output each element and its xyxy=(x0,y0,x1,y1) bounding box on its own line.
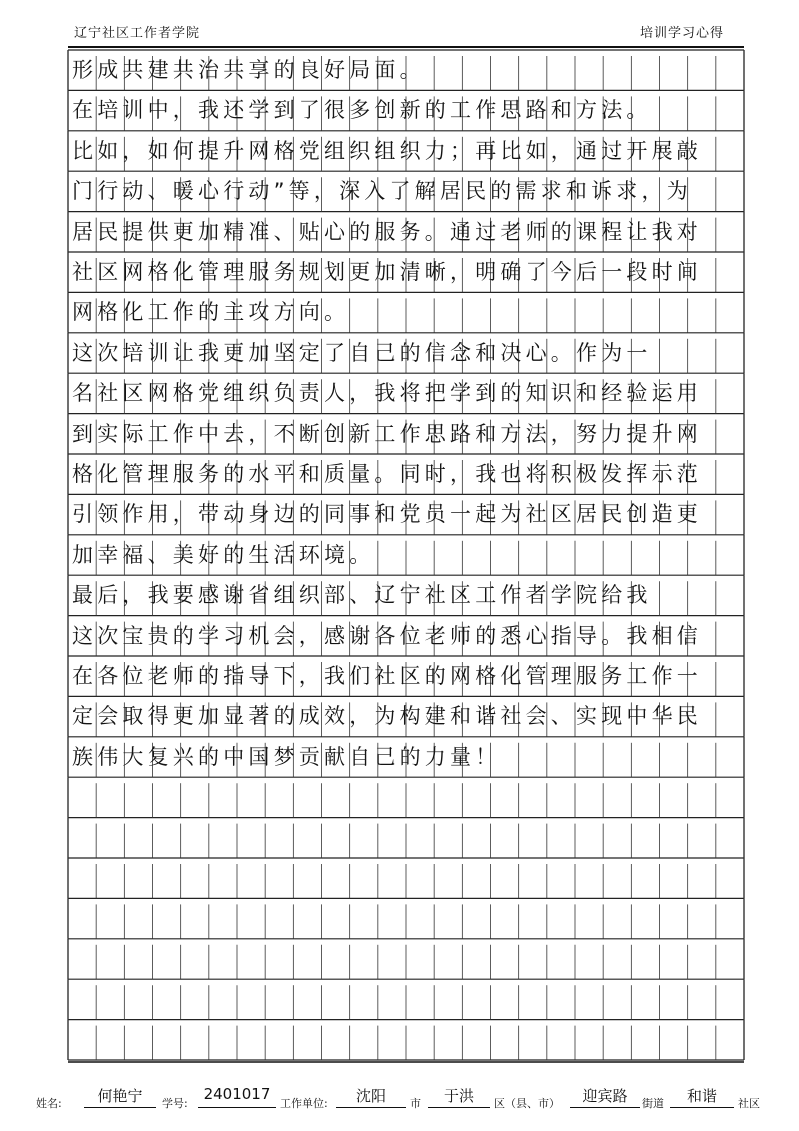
street-label: 街道 xyxy=(642,1097,664,1110)
essay-line: 这次宝贵的学习机会，感谢各位老师的悉心指导。我相信 xyxy=(72,623,702,648)
institution-header: 辽宁社区工作者学院 xyxy=(74,26,201,41)
essay-line xyxy=(72,777,742,817)
essay-line: 格化管理服务的水平和质量。同时，我也将积极发挥示范 xyxy=(72,462,702,486)
essay-line xyxy=(72,858,742,898)
footer-form xyxy=(36,1087,776,1117)
student-id-value: 2401017 xyxy=(198,1085,276,1108)
city-label: 市 xyxy=(410,1097,421,1110)
essay-line: 比如，如何提升网格党组织组织力；再比如，通过开展敲 xyxy=(72,138,702,163)
student-id-label: 学号: xyxy=(162,1097,188,1110)
essay-line xyxy=(72,898,742,938)
district-value: 于洪 xyxy=(428,1085,490,1108)
essay-line xyxy=(72,1020,742,1060)
essay-line xyxy=(72,939,742,979)
essay-line: 社区网格化管理服务规划更加清晰，明确了今后一段时间 xyxy=(72,260,702,284)
essay-line: 加幸福、美好的生活环境。 xyxy=(72,542,375,567)
community-label: 社区 xyxy=(738,1097,760,1110)
document-type-header: 培训学习心得 xyxy=(640,26,725,41)
work-unit-label: 工作单位: xyxy=(280,1097,328,1110)
district-label: 区（县、市） xyxy=(494,1097,560,1110)
name-label: 姓名: xyxy=(36,1097,62,1110)
name-value: 何艳宁 xyxy=(84,1085,156,1108)
essay-line xyxy=(72,979,742,1019)
essay-line: 在各位老师的指导下，我们社区的网格化管理服务工作一 xyxy=(72,664,702,688)
essay-line: 定会取得更加显著的成效，为构建和谐社会、实现中华民 xyxy=(72,704,702,729)
essay-line: 网格化工作的主攻方向。 xyxy=(72,300,350,325)
community-value: 和谐 xyxy=(670,1085,734,1108)
essay-line: 名社区网格党组织负责人，我将把学到的知识和经验运用 xyxy=(72,381,702,406)
essay-line: 到实际工作中去，不断创新工作思路和方法，努力提升网 xyxy=(72,421,702,446)
street-value: 迎宾路 xyxy=(570,1085,640,1108)
essay-line xyxy=(72,818,742,858)
essay-line: 居民提供更加精准、贴心的服务。通过老师的课程让我对 xyxy=(72,219,702,244)
essay-line: 在培训中，我还学到了很多创新的工作思路和方法。 xyxy=(72,98,652,123)
essay-line: 这次培训让我更加坚定了自己的信念和决心。作为一 xyxy=(72,340,652,365)
city-value: 沈阳 xyxy=(336,1085,406,1108)
essay-line: 门行动、暖心行动”等，深入了解居民的需求和诉求，为 xyxy=(72,179,692,204)
essay-line: 族伟大复兴的中国梦贡献自己的力量！ xyxy=(72,744,501,769)
essay-line: 引领作用，带动身边的同事和党员一起为社区居民创造更 xyxy=(72,502,702,527)
essay-line: 最后，我要感谢省组织部、辽宁社区工作者学院给我 xyxy=(72,583,652,608)
essay-line: 形成共建共治共享的良好局面。 xyxy=(72,58,425,82)
